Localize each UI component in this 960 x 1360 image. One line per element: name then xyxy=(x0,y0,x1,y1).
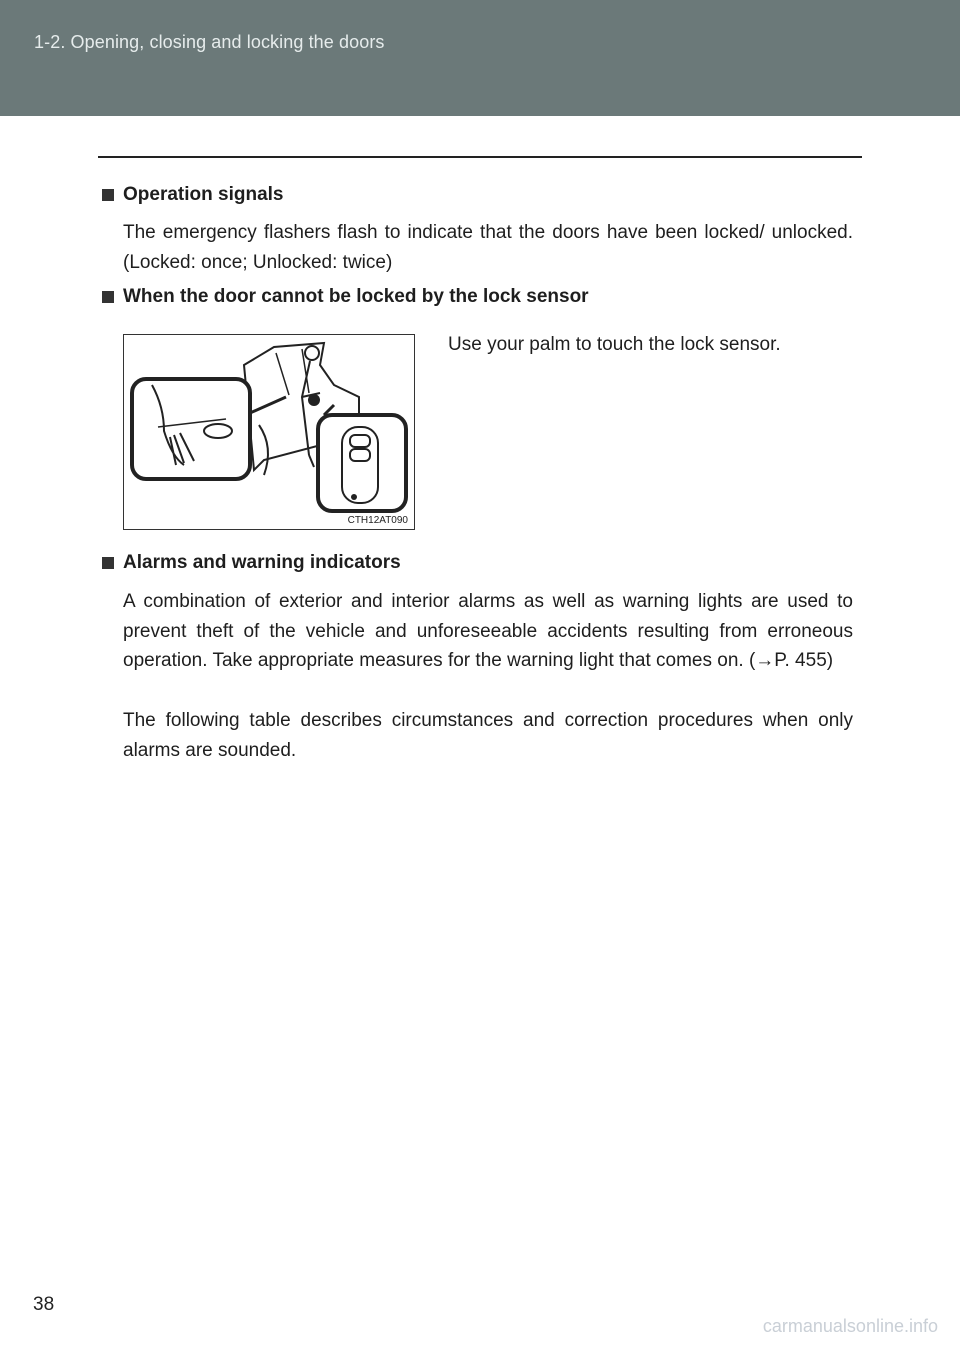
car-hand-key-drawing xyxy=(124,335,414,529)
square-bullet-icon xyxy=(102,557,114,569)
operation-signals-paragraph: The emergency flashers flash to indicate that the doors have been locked/ unlocked. (Locked: once; Unlocked: twice) xyxy=(123,222,853,273)
lock-sensor-illustration xyxy=(123,334,415,530)
chapter-title: 1-2. Opening, closing and locking the doors xyxy=(34,32,385,52)
page-number: 38 xyxy=(33,1294,55,1315)
lock-sensor-paragraph: Use your palm to touch the lock sensor. xyxy=(448,334,781,355)
divider-rule xyxy=(98,156,862,158)
watermark: carmanualsonline.info xyxy=(762,1316,938,1336)
section-heading-text: Operation signals xyxy=(123,184,284,205)
section-heading-operation-signals xyxy=(102,184,283,206)
header-band xyxy=(0,0,960,116)
section-heading-text: Alarms and warning indicators xyxy=(123,552,401,573)
section-heading-alarms xyxy=(102,552,401,574)
section-heading-lock-sensor xyxy=(102,286,589,308)
alarms-paragraph: A combination of exterior and interior alarms as well as warning lights are used to prevent theft of the vehicle and unforeseeable accidents resulting from erroneous operation. Take appropriate measures for the warning light that comes on. (→P. 455) xyxy=(123,591,853,671)
figure-id-label: CTH12AT090 xyxy=(347,515,408,526)
square-bullet-icon xyxy=(102,189,114,201)
section-heading-text: When the door cannot be locked by the lock sensor xyxy=(123,286,589,307)
square-bullet-icon xyxy=(102,291,114,303)
table-intro-paragraph: The following table describes circumstances and correction procedures when only alarms are sounded. xyxy=(123,710,853,761)
